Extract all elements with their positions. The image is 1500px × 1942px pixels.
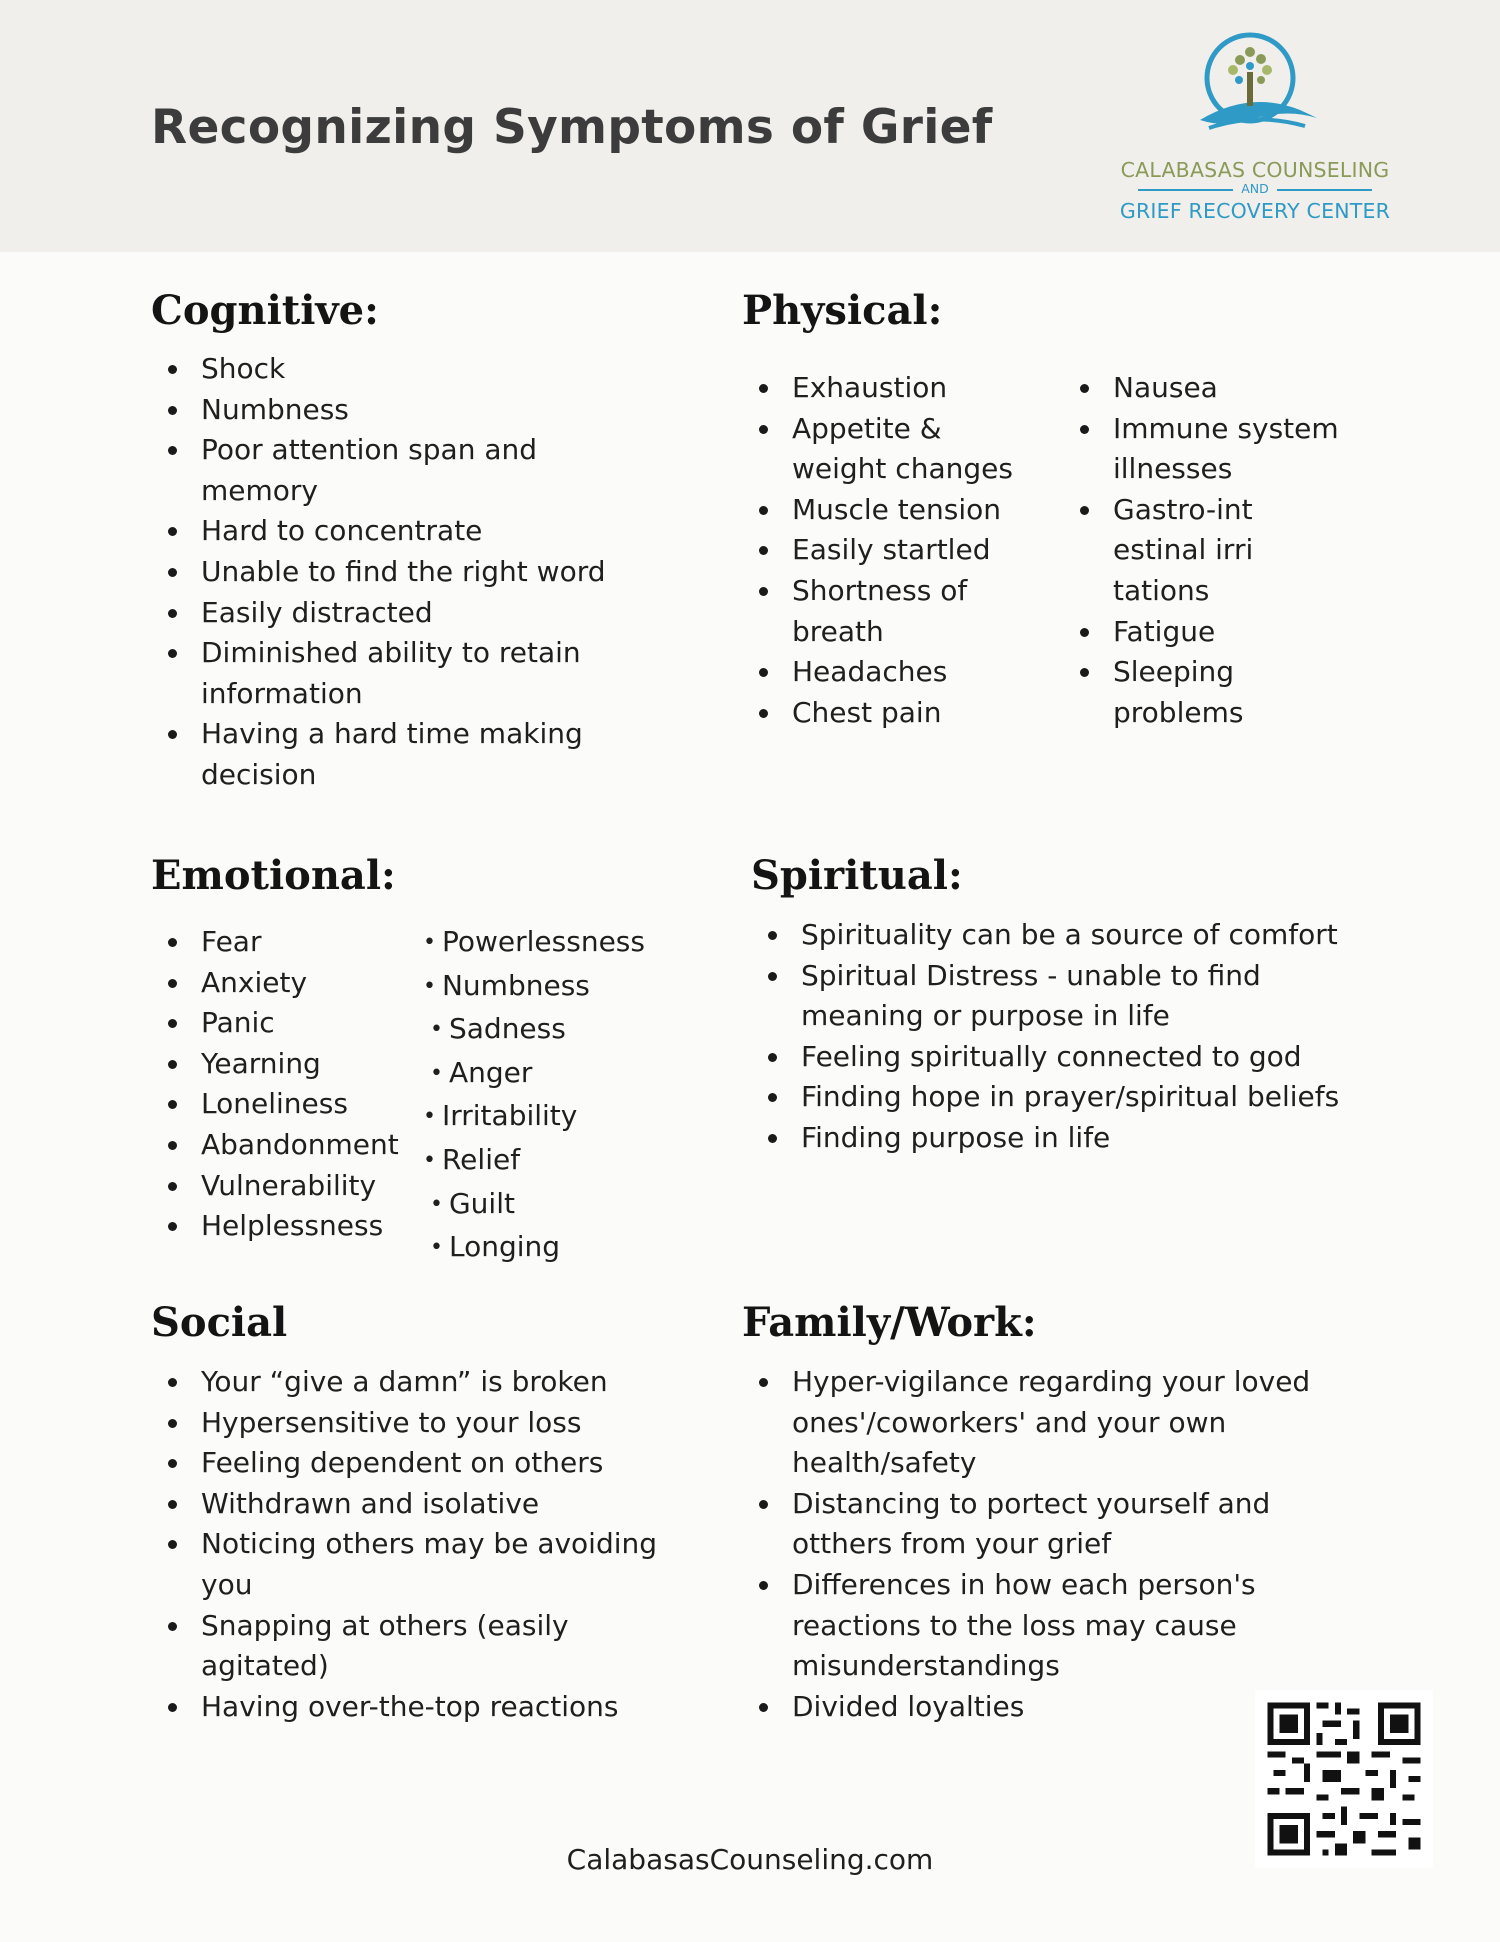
list-item: Distancing to portect yourself and otthers from your grief <box>742 1484 1312 1565</box>
list-item: • Guilt <box>430 1186 515 1220</box>
section-cognitive <box>151 288 691 796</box>
list-item: Headaches <box>742 652 1042 693</box>
list-item: Shortness of breath <box>742 571 1002 652</box>
list-item: Fatigue <box>1063 612 1363 653</box>
list-item: Finding hope in prayer/spiritual beliefs <box>751 1077 1371 1118</box>
family-work-list <box>742 1362 1362 1727</box>
list-item: • Relief <box>423 1142 521 1176</box>
list-item: Vulnerability <box>151 1166 381 1207</box>
list-item: • Longing <box>430 1230 561 1264</box>
section-heading-family-work: Family/Work: <box>742 1299 1037 1346</box>
section-heading-cognitive: Cognitive: <box>151 287 379 334</box>
section-heading-emotional: Emotional: <box>151 852 396 899</box>
list-item: Abandonment <box>151 1125 381 1166</box>
list-item: Immune system illnesses <box>1063 409 1348 490</box>
list-item: Panic <box>151 1003 381 1044</box>
list-item: Differences in how each person's reactions to the loss may cause misunderstandings <box>742 1565 1312 1687</box>
list-item: Helplessness <box>151 1206 381 1247</box>
list-item: • Numbness <box>423 968 590 1002</box>
list-item: Hard to concentrate <box>151 511 691 552</box>
section-heading-social: Social <box>151 1299 288 1346</box>
list-item: Easily distracted <box>151 593 691 634</box>
list-item: Noticing others may be avoiding you <box>151 1524 681 1605</box>
logo-text-line3: GRIEF RECOVERY CENTER <box>1119 199 1391 223</box>
list-item: Having over-the-top reactions <box>151 1687 711 1728</box>
emotional-list-col1 <box>151 922 399 1247</box>
physical-list-col1 <box>742 368 1042 733</box>
section-emotional <box>151 852 711 1264</box>
list-item: Having a hard time making decision <box>151 714 631 795</box>
list-item: Finding purpose in life <box>751 1118 1371 1159</box>
list-item: Snapping at others (easily agitated) <box>151 1606 621 1687</box>
list-item: Withdrawn and isolative <box>151 1484 711 1525</box>
tree-logo-icon <box>1195 28 1320 138</box>
section-family-work <box>742 1300 1362 1727</box>
spiritual-list <box>751 915 1371 1159</box>
list-item: Exhaustion <box>742 368 1042 409</box>
list-item: Anxiety <box>151 963 381 1004</box>
section-spiritual <box>751 853 1371 1159</box>
list-item: Hyper-vigilance regarding your loved ones'/coworkers' and your own health/safety <box>742 1362 1352 1484</box>
list-item: Divided loyalties <box>742 1687 1362 1728</box>
page-title: Recognizing Symptoms of Grief <box>151 100 993 155</box>
list-item: Spiritual Distress - unable to find meaning or purpose in life <box>751 956 1301 1037</box>
section-heading-physical: Physical: <box>742 287 943 334</box>
list-item: Sleeping problems <box>1063 652 1273 733</box>
list-item: Yearning <box>151 1044 381 1085</box>
section-physical <box>742 287 1362 729</box>
list-item: Feeling spiritually connected to god <box>751 1037 1371 1078</box>
list-item: Your “give a damn” is broken <box>151 1362 711 1403</box>
cognitive-list <box>151 349 691 796</box>
footer-website-link[interactable]: CalabasasCounseling.com <box>566 1843 934 1876</box>
logo <box>1110 28 1400 228</box>
list-item: Feeling dependent on others <box>151 1443 711 1484</box>
list-item: Nausea <box>1063 368 1363 409</box>
list-item: Fear <box>151 922 381 963</box>
list-item: • Sadness <box>430 1012 566 1046</box>
list-item: Chest pain <box>742 693 1042 734</box>
logo-text-line2: AND <box>1110 181 1400 196</box>
list-item: Spirituality can be a source of comfort <box>751 915 1371 956</box>
list-item: • Powerlessness <box>423 925 645 958</box>
physical-list-col2 <box>1063 368 1363 733</box>
social-list <box>151 1362 711 1727</box>
qr-code <box>1255 1690 1433 1868</box>
emotional-list-col2 <box>423 922 645 1271</box>
list-item: Diminished ability to retain information <box>151 633 631 714</box>
list-item: Poor attention span and memory <box>151 430 601 511</box>
list-item: Shock <box>151 349 691 390</box>
list-item: Numbness <box>151 390 691 431</box>
qr-code-icon <box>1255 1690 1433 1868</box>
list-item: Loneliness <box>151 1084 381 1125</box>
list-item: Hypersensitive to your loss <box>151 1403 711 1444</box>
list-item: Muscle tension <box>742 490 1042 531</box>
section-social <box>151 1300 711 1727</box>
logo-text-line1: CALABASAS COUNSELING <box>1120 158 1390 182</box>
list-item: Easily startled <box>742 530 1042 571</box>
list-item: Unable to find the right word <box>151 552 691 593</box>
list-item: Appetite & weight changes <box>742 409 1042 490</box>
list-item: Gastro-intestinal irritations <box>1063 490 1263 612</box>
list-item: • Anger <box>430 1055 533 1089</box>
section-heading-spiritual: Spiritual: <box>751 852 963 899</box>
list-item: • Irritability <box>423 1099 578 1133</box>
